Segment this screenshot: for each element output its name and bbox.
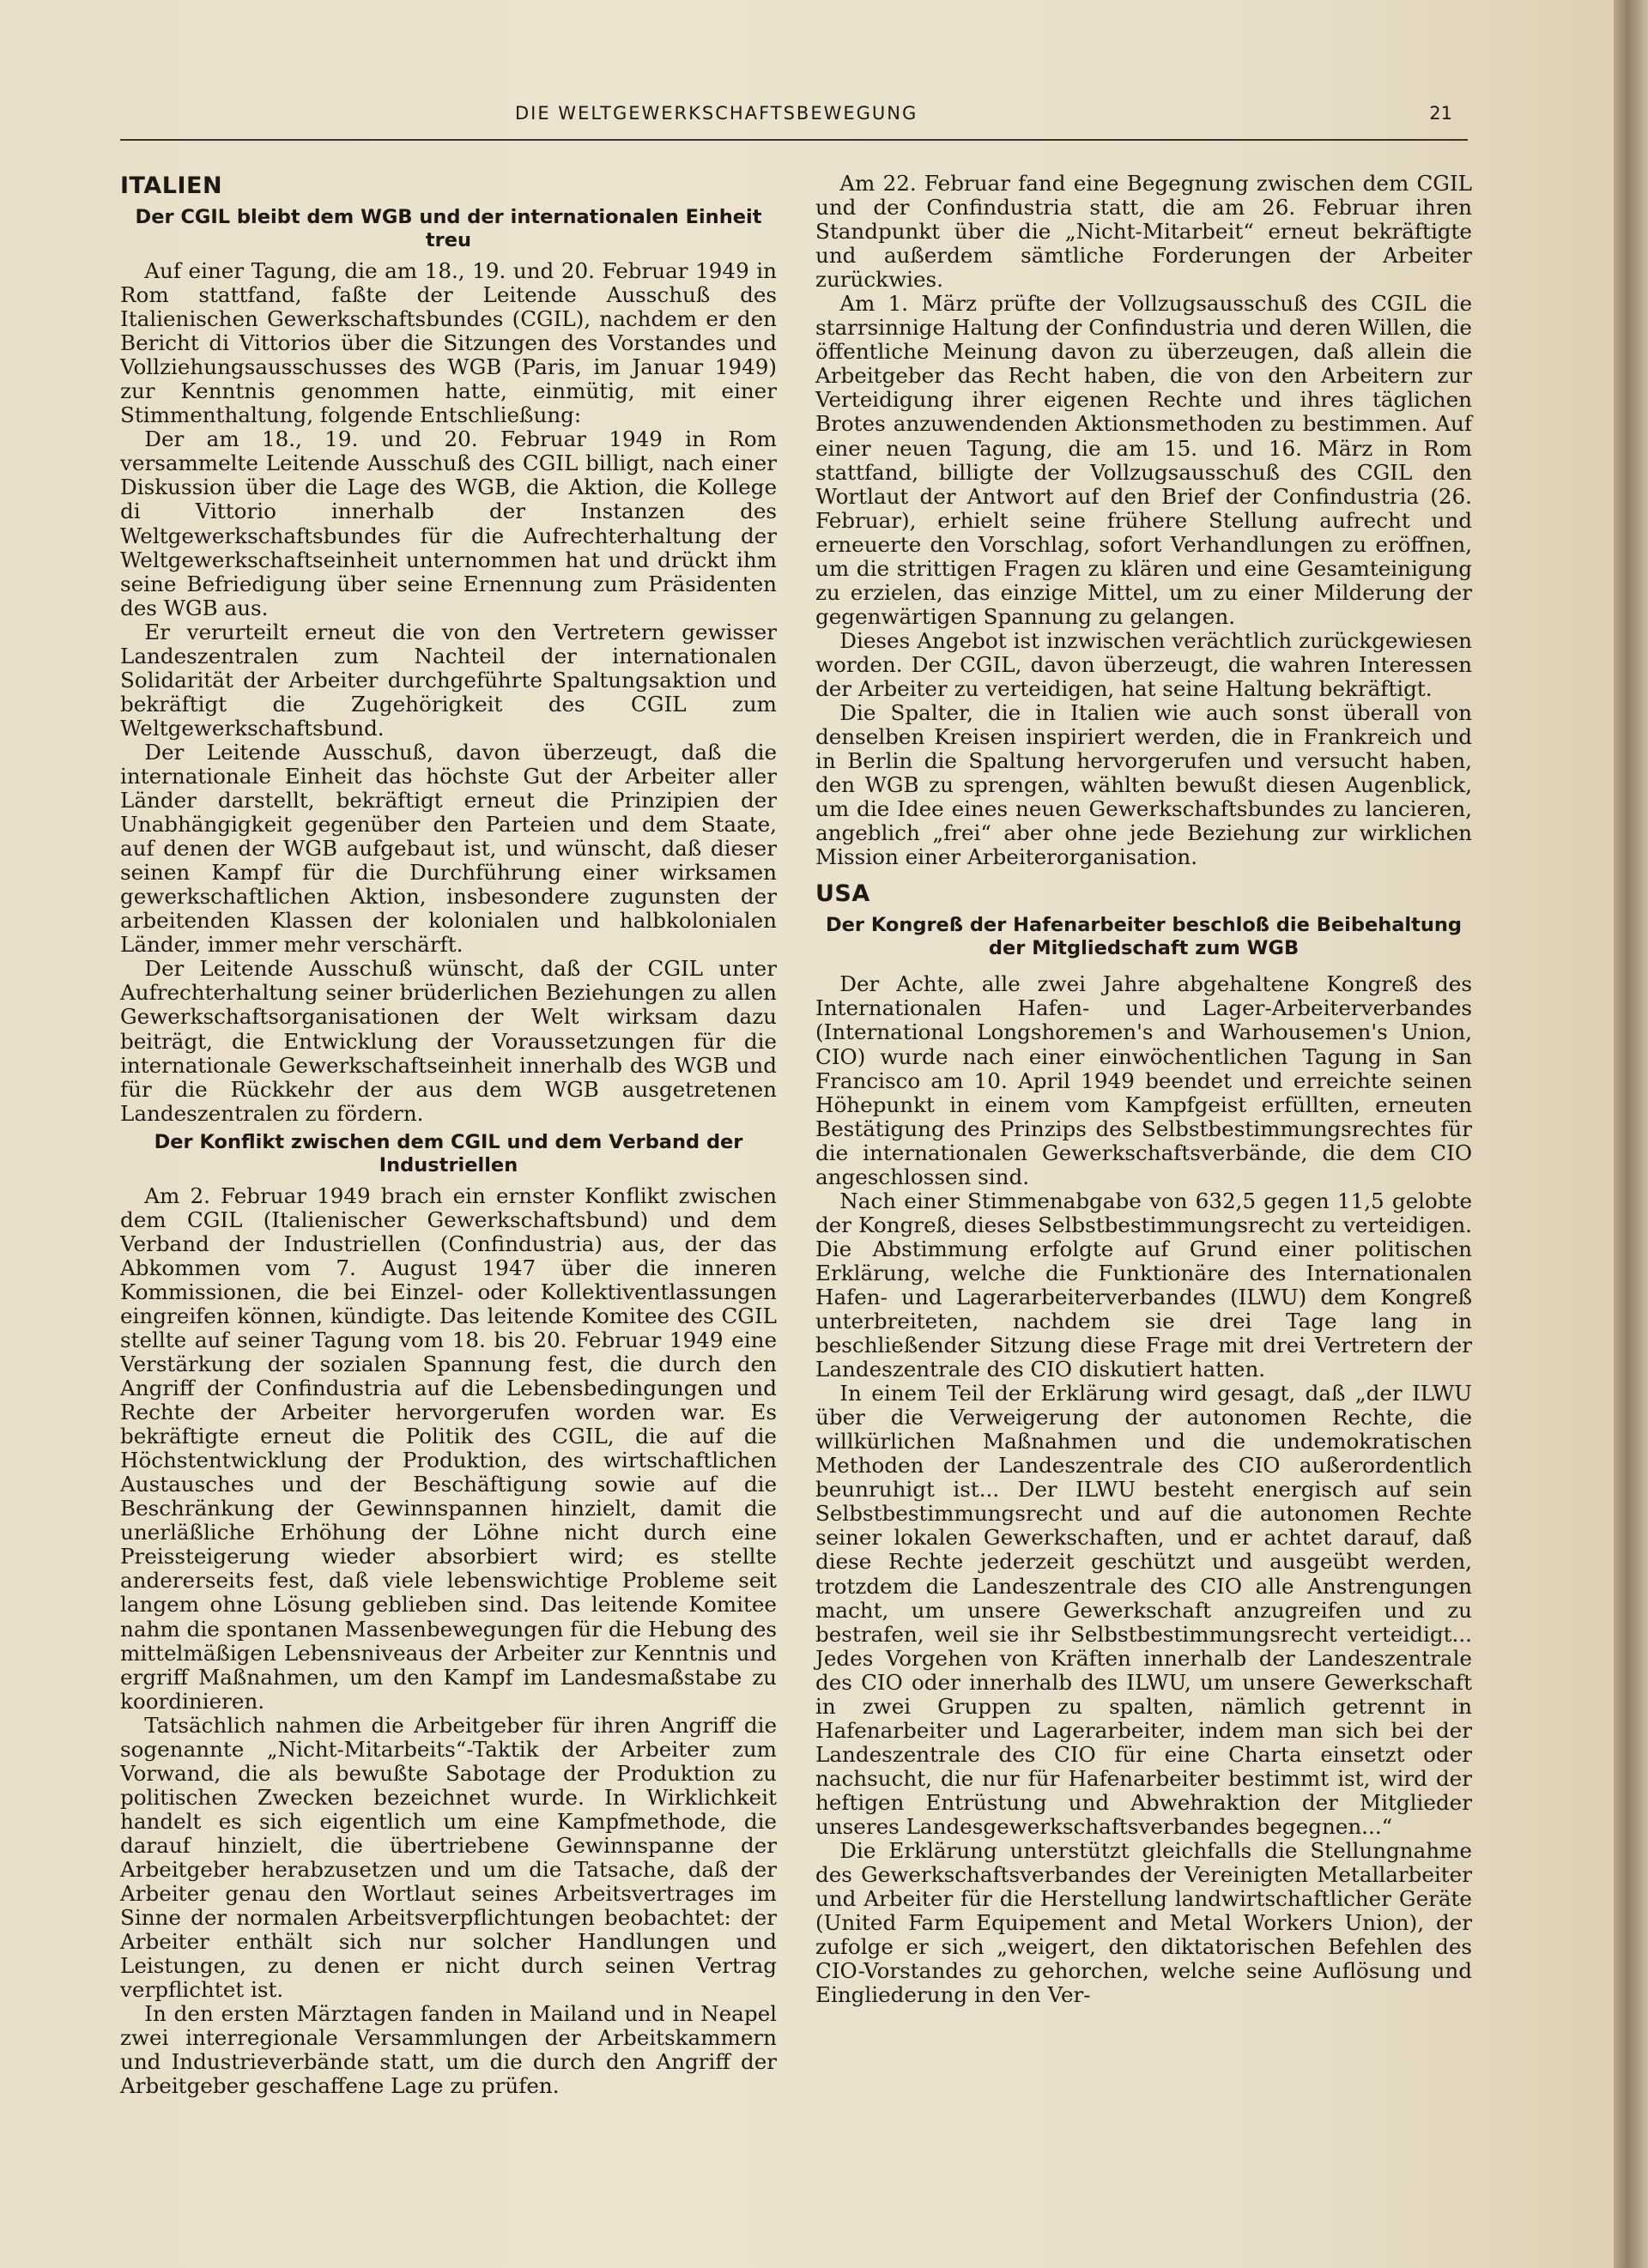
article-heading-hafenarbeiter: Der Kongreß der Hafenarbeiter beschloß die Beibehaltung der Mitgliedschaft zum WGB	[825, 914, 1463, 960]
running-title: DIE WELTGEWERKSCHAFTSBEWEGUNG	[515, 103, 918, 124]
paragraph: Am 2. Februar 1949 brach ein ernster Konflikt zwischen dem CGIL (Italienischer Gewerkschaftsbund) und dem Verband der Industriellen (Confindustria) aus, der das Abkommen vom 7. August 1947 über die inneren Kommissionen, die bei Einzel- oder Kollektiventlassungen eingreifen können, kündigte. Das leitende Komitee des CGIL stellte auf seiner Tagung vom 18. bis 20. Februar 1949 eine Verstärkung der sozialen Spannung fest, die durch den Angriff der Confindustria auf die Lebensbedingungen und Rechte der Arbeiter hervorgerufen worden war. Es bekräftigte erneut die Politik des CGIL, die auf die Höchstentwicklung der Produktion, des wirtschaftlichen Austausches und der Beschäftigung sowie auf die Beschränkung der Gewinnspannen hinzielt, damit die unerläßliche Erhöhung der Löhne nicht durch eine Preissteigerung wieder absorbiert wird; es stellte andererseits fest, daß viele lebenswichtige Probleme seit langem ohne Lösung geblieben sind. Das leitende Komitee nahm die spontanen Massenbewegungen für die Hebung des mittelmäßigen Lebensniveaus der Arbeiter zur Kenntnis und ergriff Maßnahmen, um den Kampf im Landesmaßstabe zu koordinieren.	[120, 1182, 777, 1714]
paragraph: Am 1. März prüfte der Vollzugsausschuß des CGIL die starrsinnige Haltung der Confindustria und deren Willen, die öffentliche Meinung davon zu überzeugen, daß allein die Arbeitgeber das Recht haben, die von den Arbeitern zur Verteidigung ihrer eigenen Rechte und ihres täglichen Brotes anzuwendenden Aktionsmethoden zu bestimmen. Auf einer neuen Tagung, die am 15. und 16. März in Rom stattfand, billigte der Vollzugsausschuß des CGIL den Wortlaut der Antwort auf den Brief der Confindustria (26. Februar), erhielt seine frühere Stellung aufrecht und erneuerte den Vorschlag, sofort Verhandlungen zu eröffnen, um die strittigen Fragen zu klären und eine Gesamteinigung zu erzielen, das einzige Mittel, um zu einer Milderung der gegenwärtigen Spannung zu gelangen.	[815, 291, 1472, 629]
paragraph: Der am 18., 19. und 20. Februar 1949 in Rom versammelte Leitende Ausschuß des CGIL billigt, nach einer Diskussion über die Lage des WGB, die Aktion, die Kollege di Vittorio innerhalb der Instanzen des Weltgewerkschaftsbundes für die Aufrechterhaltung der Weltgewerkschaftseinheit unternommen hat und drückt ihm seine Befriedigung über seine Ernennung zum Präsidenten des WGB aus.	[120, 426, 777, 620]
paragraph: Nach einer Stimmenabgabe von 632,5 gegen 11,5 gelobte der Kongreß, dieses Selbstbestimmungsrecht zu verteidigen. Die Abstimmung erfolgte auf Grund einer politischen Erklärung, welche die Funktionäre des Internationalen Hafen- und Lagerarbeiterverbandes (ILWU) dem Kongreß unterbreiteten, nachdem sie drei Tage lang in beschließender Sitzung diese Frage mit drei Vertretern der Landeszentrale des CIO diskutiert hatten.	[815, 1188, 1472, 1382]
page-edge	[1614, 0, 1648, 2268]
paragraph: Dieses Angebot ist inzwischen verächtlich zurückgewiesen worden. Der CGIL, davon überzeugt, die wahren Interessen der Arbeiter zu verteidigen, hat seine Haltung bekräftigt.	[815, 627, 1472, 701]
paragraph: In einem Teil der Erklärung wird gesagt, daß „der ILWU über die Verweigerung der autonomen Rechte, die willkürlichen Maßnahmen und die undemokratischen Methoden der Landeszentrale des CIO außerordentlich beunruhigt ist... Der ILWU besteht energisch auf sein Selbstbestimmungsrecht und auf die autonomen Rechte seiner lokalen Gewerkschaften, und er achtet darauf, daß diese Rechte jederzeit geschützt und ausgeübt werden, trotzdem die Landeszentrale des CIO alle Anstrengungen macht, um unsere Gewerkschaft anzugreifen und zu bestrafen, weil sie ihr Selbstbestimmungsrecht verteidigt... Jedes Vorgehen von Kräften innerhalb der Landeszentrale des CIO oder innerhalb des ILWU, um unsere Gewerkschaft in zwei Gruppen zu spalten, nämlich getrennt in Hafenarbeiter und Lagerarbeiter, indem man sich bei der Landeszentrale des CIO für eine Charta einsetzt oder nachsucht, die nur für Hafenarbeiter bestimmt ist, wird der heftigen Entrüstung und Abwehraktion der Mitglieder unseres Landesgewerkschaftsverbandes begegnen...“	[815, 1381, 1472, 1839]
section-country-usa: USA	[815, 880, 870, 908]
paragraph: Auf einer Tagung, die am 18., 19. und 20. Februar 1949 in Rom stattfand, faßte der Leitende Ausschuß des Italienischen Gewerkschaftsbundes (CGIL), nachdem er den Bericht di Vittorios über die Sitzungen des Vorstandes und Vollziehungsausschusses des WGB (Paris, im Januar 1949) zur Kenntnis genommen hatte, einmütig, mit einer Stimmenthaltung, folgende Entschließung:	[120, 258, 777, 428]
header-rule	[120, 139, 1468, 141]
section-country-italien: ITALIEN	[120, 172, 223, 199]
left-column	[120, 172, 777, 2098]
paragraph: Am 22. Februar fand eine Begegnung zwischen dem CGIL und der Confindustria statt, die am 26. Februar ihren Standpunkt über die „Nicht-Mitarbeit“ erneut bekräftigte und außerdem sämtliche Forderungen der Arbeiter zurückwies.	[815, 171, 1472, 293]
running-header	[120, 101, 1468, 139]
paragraph: Er verurteilt erneut die von den Vertretern gewisser Landeszentralen zum Nachteil der internationalen Solidarität der Arbeiter durchgeführte Spaltungsaktion und bekräftigt die Zugehörigkeit des CGIL zum Weltgewerkschaftsbund.	[120, 619, 777, 741]
paragraph: Die Spalter, die in Italien wie auch sonst überall von denselben Kreisen inspiriert werden, die in Frankreich und in Berlin die Spaltung hervorgerufen und versucht haben, den WGB zu sprengen, wählten bewußt diesen Augenblick, um die Idee eines neuen Gewerkschaftsbundes zu lancieren, angeblich „frei“ aber ohne jede Beziehung zur wirklichen Mission einer Arbeiterorganisation.	[815, 700, 1472, 870]
article-heading-cgil-wgb: Der CGIL bleibt dem WGB und der internationalen Einheit treu	[135, 206, 762, 251]
page-number: 21	[1429, 103, 1452, 124]
paragraph: Der Achte, alle zwei Jahre abgehaltene Kongreß des Internationalen Hafen- und Lager-Arbeiterverbandes (International Longshoremen's and Warhousemen's Union, CIO) wurde nach einer einwöchentlichen Tagung in San Francisco am 10. April 1949 beendet und erreichte seinen Höhepunkt in einem vom Kampfgeist erfüllten, erneuten Bestätigung des Prinzips des Selbstbestimmungsrechtes für die internationalen Gewerkschaftsverbände, die dem CIO angeschlossen sind.	[815, 971, 1472, 1189]
paragraph: In den ersten Märztagen fanden in Mailand und in Neapel zwei interregionale Versammlungen der Arbeitskammern und Industrieverbände statt, um die durch den Angriff der Arbeitgeber geschaffene Lage zu prüfen.	[120, 2001, 777, 2099]
paragraph: Die Erklärung unterstützt gleichfalls die Stellungnahme des Gewerkschaftsverbandes der Vereinigten Metallarbeiter und Arbeiter für die Herstellung landwirtschaftlicher Geräte (United Farm Equipement and Metal Workers Union), der zufolge er sich „weigert, den diktatorischen Befehlen des CIO-Vorstandes zu gehorchen, welche seine Auflösung und Eingliederung in den Ver-	[815, 1838, 1472, 2008]
article-heading-konflikt: Der Konflikt zwischen dem CGIL und dem Verband der Industriellen	[154, 1130, 743, 1176]
paragraph: Der Leitende Ausschuß wünscht, daß der CGIL unter Aufrechterhaltung seiner brüderlichen Beziehungen zu allen Gewerkschaftsorganisationen der Welt wirksam dazu beiträgt, die Entwicklung der Voraussetzungen für die internationale Gewerkschaftseinheit innerhalb des WGB und für die Rückkehr der aus dem WGB ausgetretenen Landeszentralen zu fördern.	[120, 956, 777, 1126]
paragraph: Der Leitende Ausschuß, davon überzeugt, daß die internationale Einheit das höchste Gut der Arbeiter aller Länder darstellt, bekräftigt erneut die Prinzipien der Unabhängigkeit gegenüber den Parteien und dem Staate, auf denen der WGB aufgebaut ist, und wünscht, daß dieser seinen Kampf für die Durchführung einer wirksamen gewerkschaftlichen Aktion, insbesondere zugunsten der arbeitenden Klassen der kolonialen und halbkolonialen Länder, immer mehr verschärft.	[120, 739, 777, 958]
paragraph: Tatsächlich nahmen die Arbeitgeber für ihren Angriff die sogenannte „Nicht-Mitarbeits“-Taktik der Arbeiter zum Vorwand, die als bewußte Sabotage der Produktion zu politischen Zwecken bezeichnet wurde. In Wirklichkeit handelt es sich eigentlich um eine Kampfmethode, die darauf hinzielt, die übertriebene Gewinnspanne der Arbeitgeber herabzusetzen und um die Tatsache, daß der Arbeiter genau den Wortlaut seines Arbeitsvertrages im Sinne der normalen Arbeitsverpflichtungen beobachtet: der Arbeiter enthält sich nur solcher Handlungen und Leistungen, zu denen er nicht durch seinen Vertrag verpflichtet ist.	[120, 1712, 777, 2003]
right-column	[815, 172, 1472, 2007]
